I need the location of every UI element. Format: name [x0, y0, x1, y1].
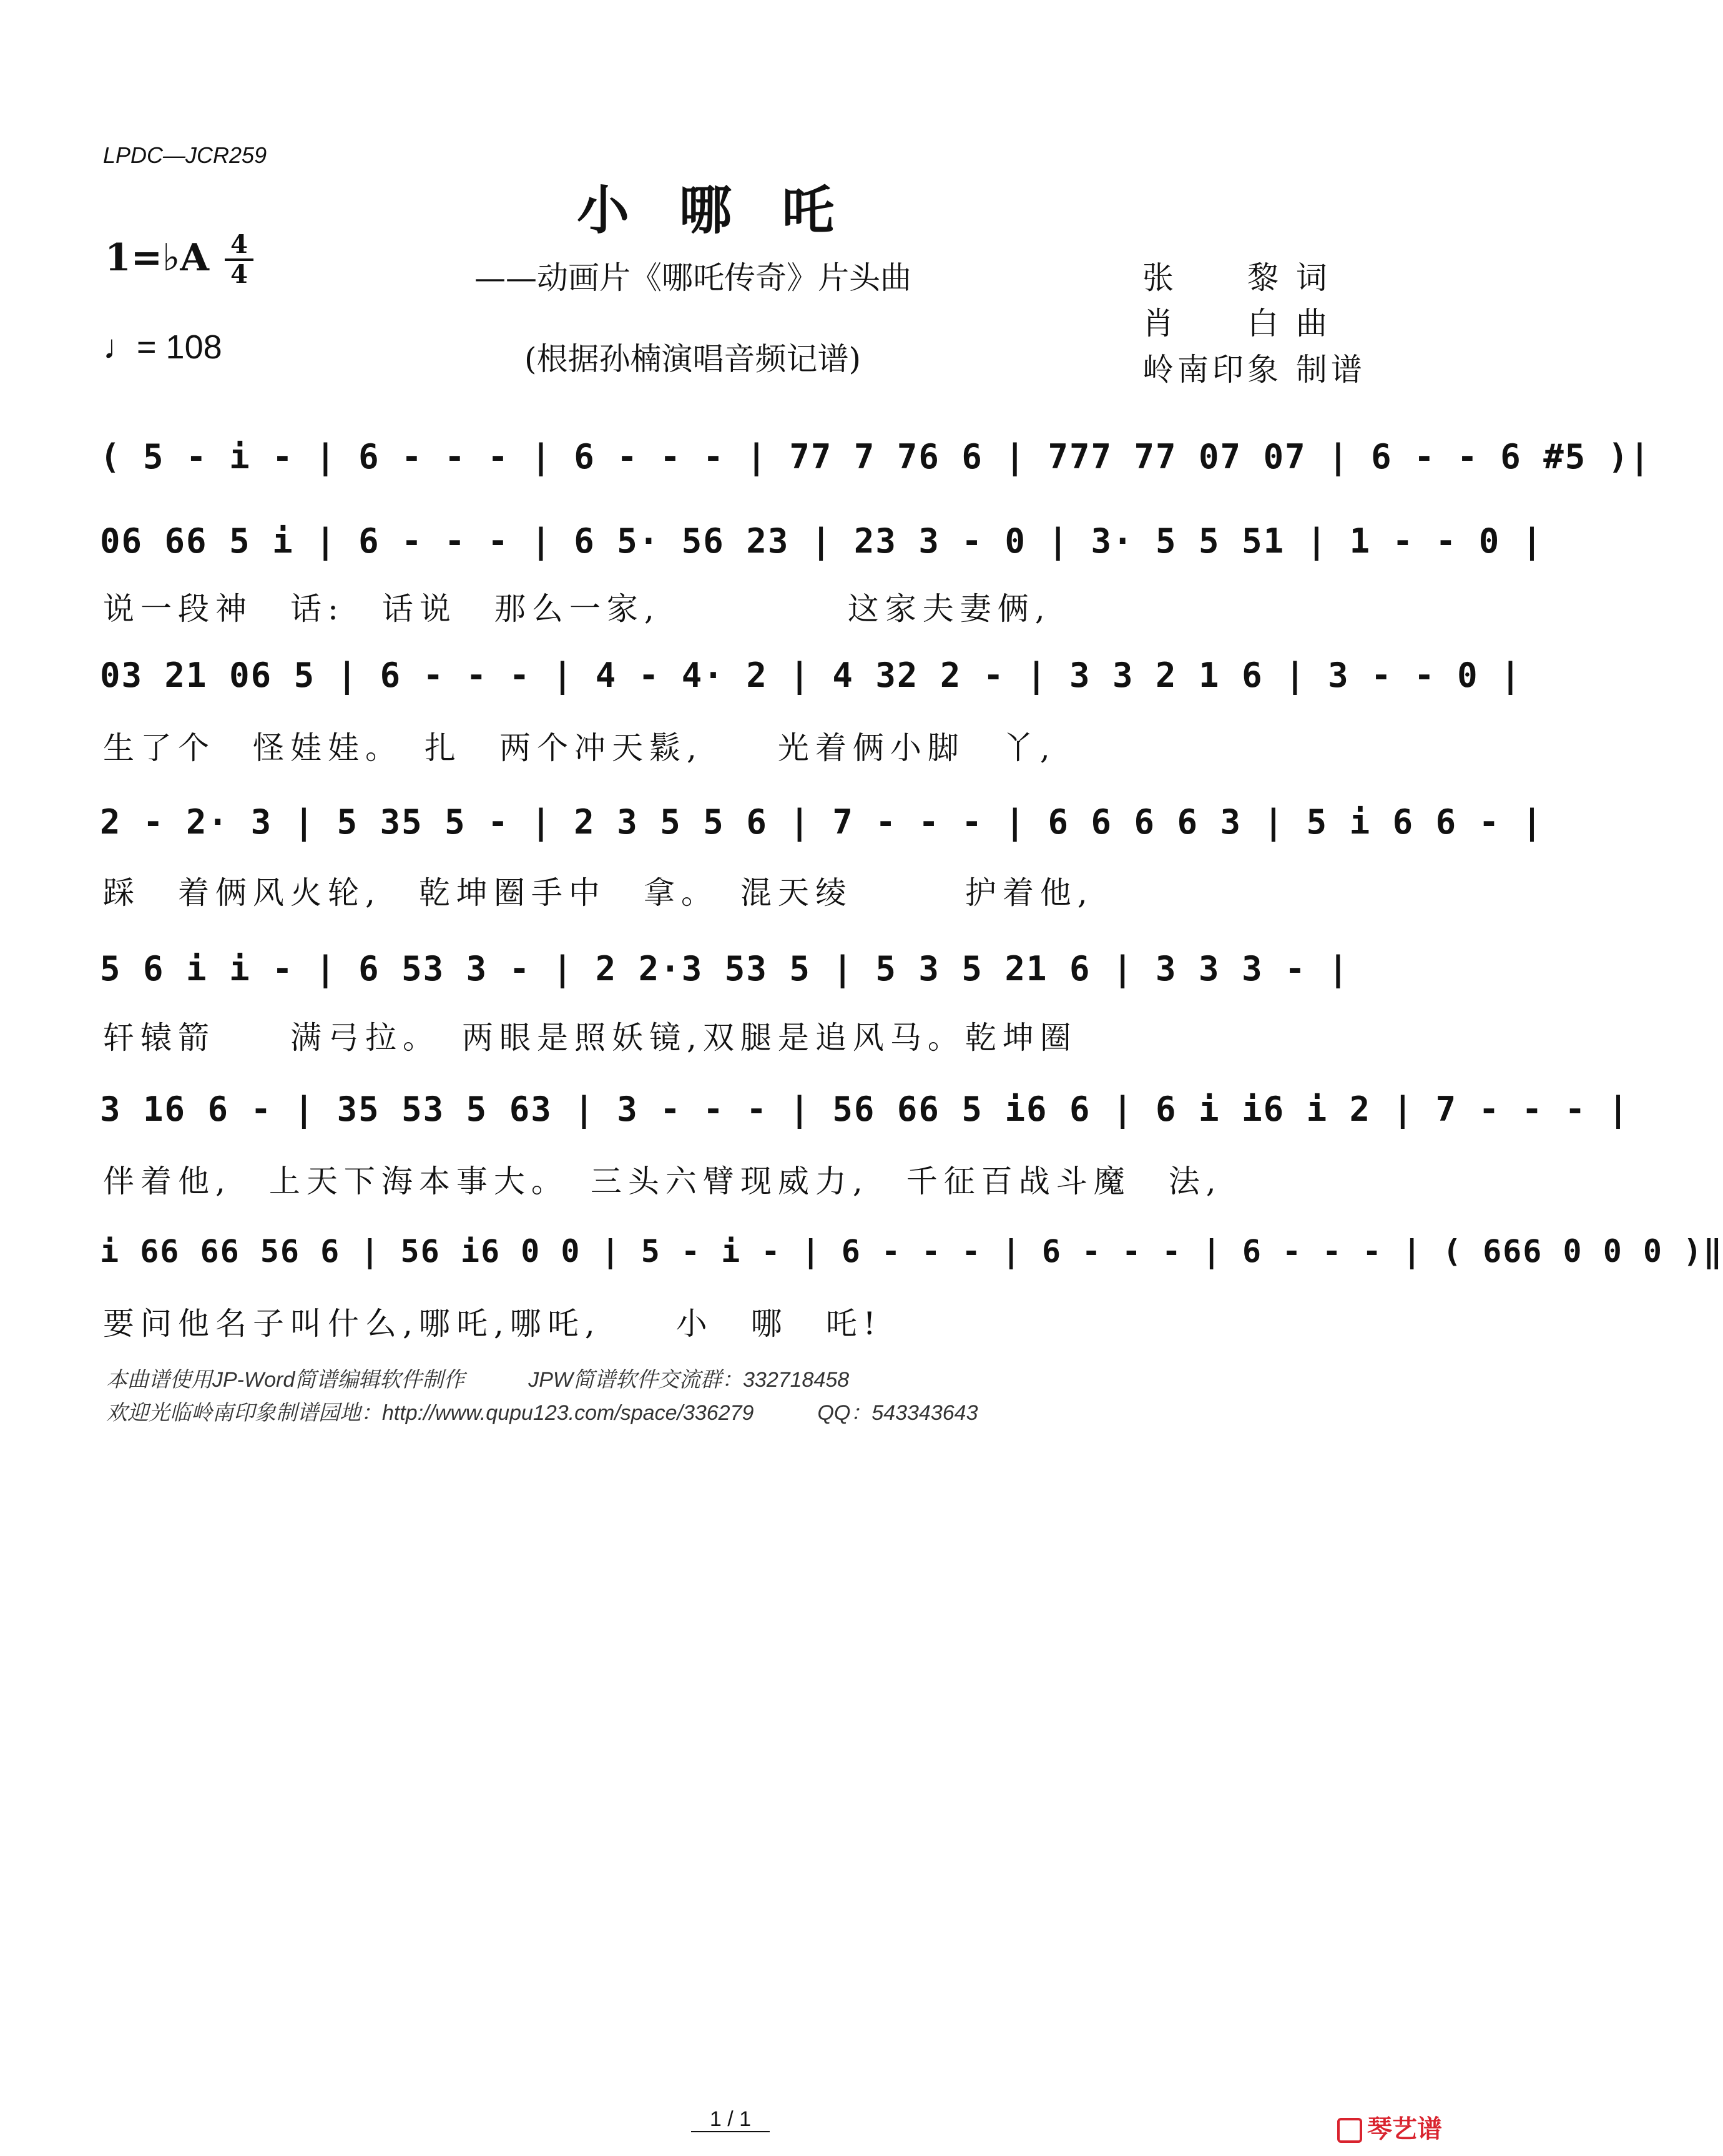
score-row-3-lyrics: 生了个 怪娃娃。 扎 两个冲天鬏, 光着俩小脚 丫, — [103, 730, 1056, 766]
page-number — [0, 2107, 1461, 2132]
score-row-5-lyrics: 轩辕箭 满弓拉。 两眼是照妖镜,双腿是追风马。乾坤圈 — [103, 1020, 1077, 1056]
meter-bottom: 4 — [230, 260, 248, 289]
score-row-4-notes: 2 - 2· 3 | 5 35 5 - | 2 3 5 5 6 | 7 - - - | 6 6 6 6 3 | 5 i 6 6 - | — [100, 802, 1544, 842]
song-subtitle: ——动画片《哪吒传奇》片头曲 — [474, 260, 911, 296]
score-row-6-lyrics: 伴着他, 上天下海本事大。 三头六臂现威力, 千征百战斗魔 法, — [103, 1163, 1222, 1199]
tempo-marking: ♩= 108 — [103, 328, 222, 366]
lyricist-credit: 张 黎 词 — [1142, 260, 1331, 296]
score-row-2-lyrics: 说一段神 话: 话说 那么一家, 这家夫妻俩, — [103, 591, 1051, 627]
composer-credit: 肖 白 曲 — [1142, 305, 1331, 342]
score-row-7-notes: i 66 66 56 6 | 56 i6 0 0 | 5 - i - | 6 - - - | 6 - - - | 6 - - - | ( 666 0 0 0 )‖ — [100, 1233, 1723, 1269]
page-number-text: 1 / 1 — [691, 2107, 770, 2132]
arranger-credit: 岭南印象 制谱 — [1142, 352, 1366, 388]
song-title: 小哪吒 — [576, 179, 884, 241]
score-row-3-notes: 03 21 06 5 | 6 - - - | 4 - 4· 2 | 4 32 2 - | 3 3 2 1 6 | 3 - - 0 | — [100, 656, 1522, 695]
footer-website-note: 欢迎光临岭南印象制谱园地：http://www.qupu123.com/space/336279 QQ：543343643 — [106, 1401, 978, 1425]
score-row-7-lyrics: 要问他名子叫什么,哪吒,哪吒, 小 哪 吒! — [103, 1306, 882, 1342]
score-row-4-lyrics: 踩 着俩风火轮, 乾坤圈手中 拿。 混天绫 护着他, — [103, 875, 1094, 911]
brand-name: 琴艺谱 — [1367, 2115, 1442, 2144]
time-signature — [225, 232, 253, 287]
score-row-6-notes: 3 16 6 - | 35 53 5 63 | 3 - - - | 56 66 5 i6 6 | 6 i i6 i 2 | 7 - - - | — [100, 1090, 1630, 1129]
brand-icon — [1337, 2118, 1362, 2143]
score-row-1-notes: ( 5 - i - | 6 - - - | 6 - - - | 77 7 76 6 | 777 77 07 07 | 6 - - 6 #5 )| — [100, 437, 1651, 476]
footer-software-note: 本曲谱使用JP-Word简谱编辑软件制作 JPW简谱软件交流群：332718458 — [106, 1368, 850, 1392]
key-signature: 1=♭A — [105, 236, 209, 280]
score-row-5-notes: 5 6 i i - | 6 53 3 - | 2 2·3 53 5 | 5 3 5 21 6 | 3 3 3 - | — [100, 949, 1350, 988]
score-row-2-notes: 06 66 5 i | 6 - - - | 6 5· 56 23 | 23 3 - 0 | 3· 5 5 51 | 1 - - 0 | — [100, 521, 1544, 561]
transcription-note: (根据孙楠演唱音频记谱) — [524, 341, 862, 377]
meter-top: 4 — [230, 230, 248, 259]
brand-logo — [1337, 2109, 1442, 2145]
score-code: LPDC—JCR259 — [103, 142, 267, 168]
